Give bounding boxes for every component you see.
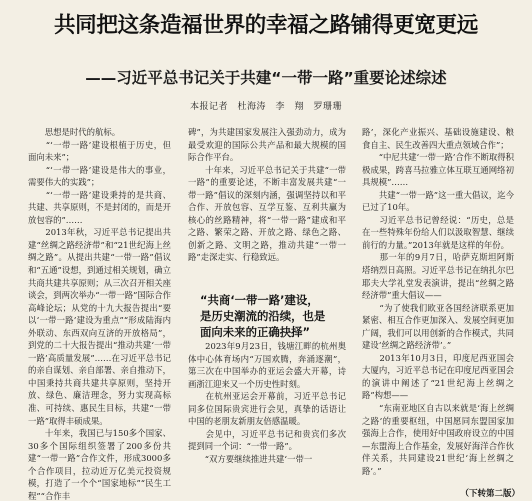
paragraph: 共建“一带一路”这一重大倡议，迄今已过了10年。 bbox=[362, 189, 514, 213]
paragraph: 2023年9月23日，钱塘江畔的杭州奥体中心体育场内“万国欢腾，奔涌逐潮”，第三次在中国举办的亚运会盛大开幕，诗画浙江迎来又一个历史性时刻。 bbox=[188, 341, 346, 389]
paragraph: 十年来，我国已与150多个国家、30多个国际组织签署了200多份共建“一带一路”合作文件，形成3000多个合作项目，拉动近万亿美元投资规模，打造了一个个“国家地标”“民生工程”“合作丰 bbox=[28, 428, 171, 501]
article-column-3 bbox=[362, 126, 514, 488]
paragraph: 2013年10月3日，印度尼西亚国会大厦内，习近平总书记在印度尼西亚国会的演讲中阐述了“21世纪海上丝绸之路”构想—— bbox=[362, 352, 514, 401]
pull-quote-line: 面向未来的正确抉择” bbox=[200, 325, 311, 339]
headline: 共同把这条造福世界的幸福之路铺得更宽更远 bbox=[53, 13, 478, 38]
paragraph: “为了使我们欧亚各国经济联系更加紧密、相互合作更加深入、发展空间更加广阔，我们可以用创新的合作模式，共同建设‘丝绸之路经济带’。” bbox=[362, 302, 514, 351]
pull-quote bbox=[200, 292, 350, 340]
subtitle: ——习近平总书记关于共建“一带一路”重要论述综述 bbox=[85, 69, 447, 87]
paragraph: 会见中，习近平总书记和贵宾们多次提到同一个词：“一带一路”。 bbox=[188, 428, 346, 452]
paragraph: 思想是时代的航标。 bbox=[28, 127, 121, 137]
byline: 本报记者 杜海涛 李 翔 罗珊珊 bbox=[189, 102, 342, 112]
article-column-2-bottom bbox=[188, 340, 346, 501]
paragraph: 在杭州亚运会开幕前，习近平总书记同多位国际贵宾进行会见，真挚的话语让中国的老朋友新朋友倍感温暖。 bbox=[188, 391, 346, 427]
paragraph: 十年来，习近平总书记关于共建“一带一路”的重要论述，不断丰富发展共建“一带一路”倡议的深刻内涵，强调坚持以和平合作、开放包容、互学互鉴、互利共赢为核心的丝路精神，将“一带一路”建成和平之路、繁荣之路、开放之路、绿色之路、创新之路、文明之路，推动共建“一带一路”走深走实、行稳致远。 bbox=[188, 164, 346, 263]
paragraph: “‘一带一路’建设秉持的是共商、共建、共享原则，不是封闭的，而是开放包容的”…… bbox=[28, 189, 171, 225]
paragraph: 2013年秋，习近平总书记提出共建“丝绸之路经济带”和“21世纪海上丝绸之路”。从提出共建“一带一路”倡议和“五通”设想，到通过相关规划，确立共商共建共享原则；从三次召开相关座谈会，到两次举办“一带一路”国际合作高峰论坛；从党的十九大报告提出“要以‘一带一路’建设为重点”“形成陆海内外联动、东西双向互济的开放格局”，到党的二十大报告提出“推动共建‘一带一路’高质量发展”……在习近平总书记的亲自谋划、亲自部署、亲自推动下，中国秉持共商共建共享原则，坚持开放、绿色、廉洁理念，努力实现高标准、可持续、惠民生目标，共建“一带一路”取得丰硕成果。 bbox=[28, 227, 171, 426]
paragraph: 碑”，为共建国家发展注入强劲动力，成为最受欢迎的国际公共产品和最大规模的国际合作平台。 bbox=[188, 127, 346, 163]
paragraph: “双方要继续推进共建‘一带一 bbox=[188, 453, 313, 464]
paragraph: “东南亚地区自古以来就是‘海上丝绸之路’的重要枢纽，中国愿同东盟国家加强海上合作，使用好中国政府设立的中国—东盟海上合作基金，发展好海洋合作伙伴关系，共同建设21世纪‘海上丝绸之路’。” bbox=[362, 403, 514, 476]
pull-quote-line: “共商‘一带一路’建设， bbox=[200, 293, 319, 307]
paragraph: “‘一带一路’建设根植于历史，但面向未来”； bbox=[28, 139, 171, 163]
paragraph: 那一年的9月7日，哈萨克斯坦阿斯塔纳烈日高照。习近平总书记在纳扎尔巴耶夫大学礼堂发表演讲，提出“丝绸之路经济带”重大倡议—— bbox=[362, 252, 514, 301]
paragraph: 习近平总书记曾经说：“历史，总是在一些特殊年份给人们以汲取智慧、继续前行的力量。”2013年就是这样的年份。 bbox=[362, 214, 514, 250]
continuation-note: （下转第二版） bbox=[460, 489, 520, 499]
paragraph: 路’，深化产业振兴、基础设施建设、粮食自主、民生改善四大重点领域合作”； bbox=[362, 127, 514, 150]
pull-quote-line: 是历史潮流的沿续，也是 bbox=[200, 309, 326, 323]
paragraph: “‘一带一路’建设是伟大的事业，需要伟大的实践”； bbox=[28, 164, 171, 188]
article-column-2-top bbox=[188, 126, 346, 282]
paragraph: “中尼共建‘一带一路’合作不断取得积极成果，跨喜马拉雅立体互联互通网络初具规模”…… bbox=[362, 152, 514, 188]
article-column-1 bbox=[28, 126, 171, 501]
